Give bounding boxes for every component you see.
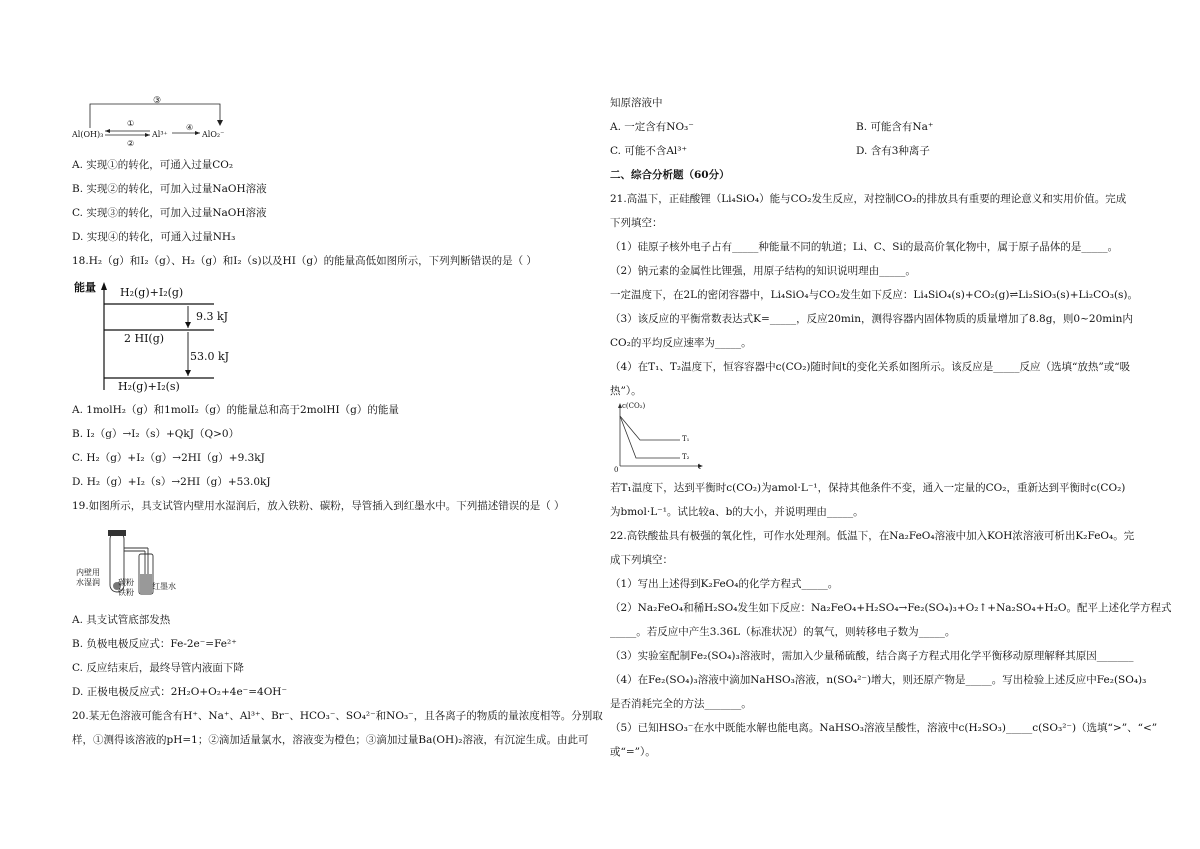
- q18-option-d: D. H₂（g）+I₂（s）→2HI（g）+53.0kJ: [72, 476, 271, 488]
- q21-line-7: CO₂的平均反应速率为_____。: [610, 337, 752, 349]
- q21-graph-curve-t2: T₂: [682, 453, 690, 461]
- q18-axis-label: 能量: [74, 281, 96, 294]
- q21-graph-curve-t1: T₁: [682, 435, 690, 443]
- q22-line-10: 或“=”）。: [610, 746, 656, 758]
- q18-stem: 18.H₂（g）和I₂（g）、H₂（g）和I₂（s)以及HI（g）的能量高低如图所示，下列判断错误的是（ ）: [72, 255, 537, 267]
- q18-level-top: H₂(g)+I₂(g): [120, 286, 184, 299]
- q18-level-bottom: H₂(g)+I₂(s): [118, 380, 180, 393]
- q20-stem-line-2: 样，①测得该溶液的pH=1；②滴加适量氯水，溶液变为橙色；③滴加过量Ba(OH)₂溶液，有沉淀生成。由此可: [72, 734, 589, 746]
- q21-line-4: （2）钠元素的金属性比锂强，用原子结构的知识说明理由_____。: [610, 265, 916, 277]
- q22-line-7: （4）在Fe₂(SO₄)₃溶液中滴加NaHSO₃溶液，n(SO₄²⁻)增大，则还原产物是_____。写出检验上述反应中Fe₂(SO₄)₃: [610, 674, 1147, 686]
- q18-option-a: A. 1molH₂（g）和1molI₂（g）的能量总和高于2molHI（g）的能量: [72, 404, 399, 416]
- q19-label-wet: 内壁用: [76, 568, 100, 577]
- q20-option-c: C. 可能不含Al³⁺: [610, 145, 688, 157]
- q20-stem-line-1: 20.某无色溶液可能含有H⁺、Na⁺、Al³⁺、Br⁻、HCO₃⁻、SO₄²⁻和NO₃⁻，且各离子的物质的量浓度相等。分别取: [72, 710, 603, 722]
- q19-label-powder-2: 铁粉: [118, 588, 134, 597]
- q21-line-9: 热”）。: [610, 385, 642, 397]
- q17-label-4: ④: [186, 123, 194, 132]
- q22-line-1: 22.高铁酸盐具有极强的氧化性，可作水处理剂。低温下，在Na₂FeO₄溶液中加入KOH浓溶液可析出K₂FeO₄。完: [610, 530, 1135, 542]
- q20-stem-line-3: 知原溶液中: [610, 97, 663, 109]
- q18-option-c: C. H₂（g）+I₂（g）→2HI（g）+9.3kJ: [72, 452, 265, 464]
- q17-label-1: ①: [127, 119, 135, 128]
- q19-stem: 19.如图所示，具支试管内壁用水湿润后，放入铁粉、碳粉，导管插入到红墨水中。下列描述错误的是（ ）: [72, 500, 565, 512]
- q17-label-3: ③: [153, 96, 162, 106]
- q21-graph-y-label: c(CO₂): [622, 402, 646, 410]
- q22-line-8: 是否消耗完全的方法_______。: [610, 698, 752, 710]
- q21-line-3: （1）硅原子核外电子占有_____种能量不同的轨道；Li、C、Si的最高价氧化物中，属于原子晶体的是_____。: [610, 241, 1119, 253]
- q17-species-alo2: AlO₂⁻: [202, 130, 225, 139]
- q20-option-b: B. 可能含有Na⁺: [856, 121, 934, 133]
- q21-line-1: 21.高温下，正硅酸锂（Li₄SiO₄）能与CO₂发生反应，对控制CO₂的排放具有重要的理论意义和实用价值。完成: [610, 193, 1127, 205]
- q17-option-d: D. 实现④的转化，可通入过量NH₃: [72, 231, 236, 243]
- q19-option-a: A. 具支试管底部发热: [72, 614, 171, 626]
- q21-line-8: （4）在T₁、T₂温度下，恒容容器中c(CO₂)随时间t的变化关系如图所示。该反应是_____反应（选填“放热”或“吸: [610, 361, 1131, 373]
- q20-option-a: A. 一定含有NO₃⁻: [610, 121, 694, 133]
- q22-line-6: （3）实验室配制Fe₂(SO₄)₃溶液时，需加入少量稀硫酸，结合离子方程式用化学平衡移动原理解释其原因_______: [610, 650, 1134, 662]
- q22-line-2: 成下列填空：: [610, 554, 673, 566]
- q18-option-b: B. I₂（g）→I₂（s）+QkJ（Q>0）: [72, 428, 240, 440]
- q17-species-aloh3: Al(OH)₃: [72, 130, 104, 139]
- q22-line-4: （2）Na₂FeO₄和稀H₂SO₄发生如下反应：Na₂FeO₄+H₂SO₄→Fe₂(SO₄)₃+O₂↑+Na₂SO₄+H₂O。配平上述化学方程式: [610, 602, 1172, 614]
- q21-graph-origin: 0: [614, 466, 619, 474]
- q17-label-2: ②: [127, 139, 135, 148]
- q18-level-mid: 2 HI(g): [124, 332, 165, 345]
- q21-line-2: 下列填空：: [610, 217, 663, 229]
- q17-option-b: B. 实现②的转化，可加入过量NaOH溶液: [72, 183, 267, 195]
- q21-after-line-1: 若T₁温度下，达到平衡时c(CO₂)为amol·L⁻¹，保持其他条件不变，通入一定量的CO₂，重新达到平衡时c(CO₂): [610, 482, 1126, 494]
- q19-label-ink: 红墨水: [152, 582, 176, 591]
- q17-species-al3: Al³⁺: [152, 130, 168, 139]
- q19-label-wet-2: 水湿润: [76, 578, 100, 587]
- q19-option-d: D. 正极电极反应式：2H₂O+O₂+4e⁻=4OH⁻: [72, 686, 288, 698]
- q21-line-5: 一定温度下，在2L的密闭容器中，Li₄SiO₄与CO₂发生如下反应：Li₄SiO₄(s)+CO₂(g)⇌Li₂SiO₃(s)+Li₂CO₃(s)。: [610, 289, 1139, 301]
- q22-line-3: （1）写出上述得到K₂FeO₄的化学方程式_____。: [610, 578, 839, 590]
- q22-line-9: （5）已知HSO₃⁻在水中既能水解也能电离。NaHSO₃溶液呈酸性，溶液中c(H₂SO₃)_____c(SO₃²⁻)（选填“>”、“<”: [610, 722, 1158, 734]
- q21-after-line-2: 为bmol·L⁻¹。试比较a、b的大小，并说明理由_____。: [610, 506, 864, 518]
- q19-label-powder: 碳粉: [118, 578, 134, 587]
- q20-option-d: D. 含有3种离子: [856, 145, 930, 157]
- q19-option-c: C. 反应结束后，最终导管内液面下降: [72, 662, 244, 674]
- q21-line-6: （3）该反应的平衡常数表达式K=_____，反应20min，测得容器内固体物质的质量增加了8.8g，则0~20min内: [610, 313, 1133, 325]
- right-column: [600, 0, 1200, 849]
- q17-option-a: A. 实现①的转化，可通入过量CO₂: [72, 159, 234, 171]
- q19-option-b: B. 负极电极反应式：Fe-2e⁻=Fe²⁺: [72, 638, 237, 650]
- section-title: 二、综合分析题（60分）: [610, 169, 730, 181]
- q21-graph-x-label: t: [698, 463, 701, 471]
- q18-delta-2: 53.0 kJ: [190, 350, 230, 363]
- q18-delta-1: 9.3 kJ: [196, 310, 229, 323]
- q17-option-c: C. 实现③的转化，可加入过量NaOH溶液: [72, 207, 267, 219]
- q22-line-5: _____。若反应中产生3.36L（标准状况）的氧气，则转移电子数为_____。: [610, 626, 956, 638]
